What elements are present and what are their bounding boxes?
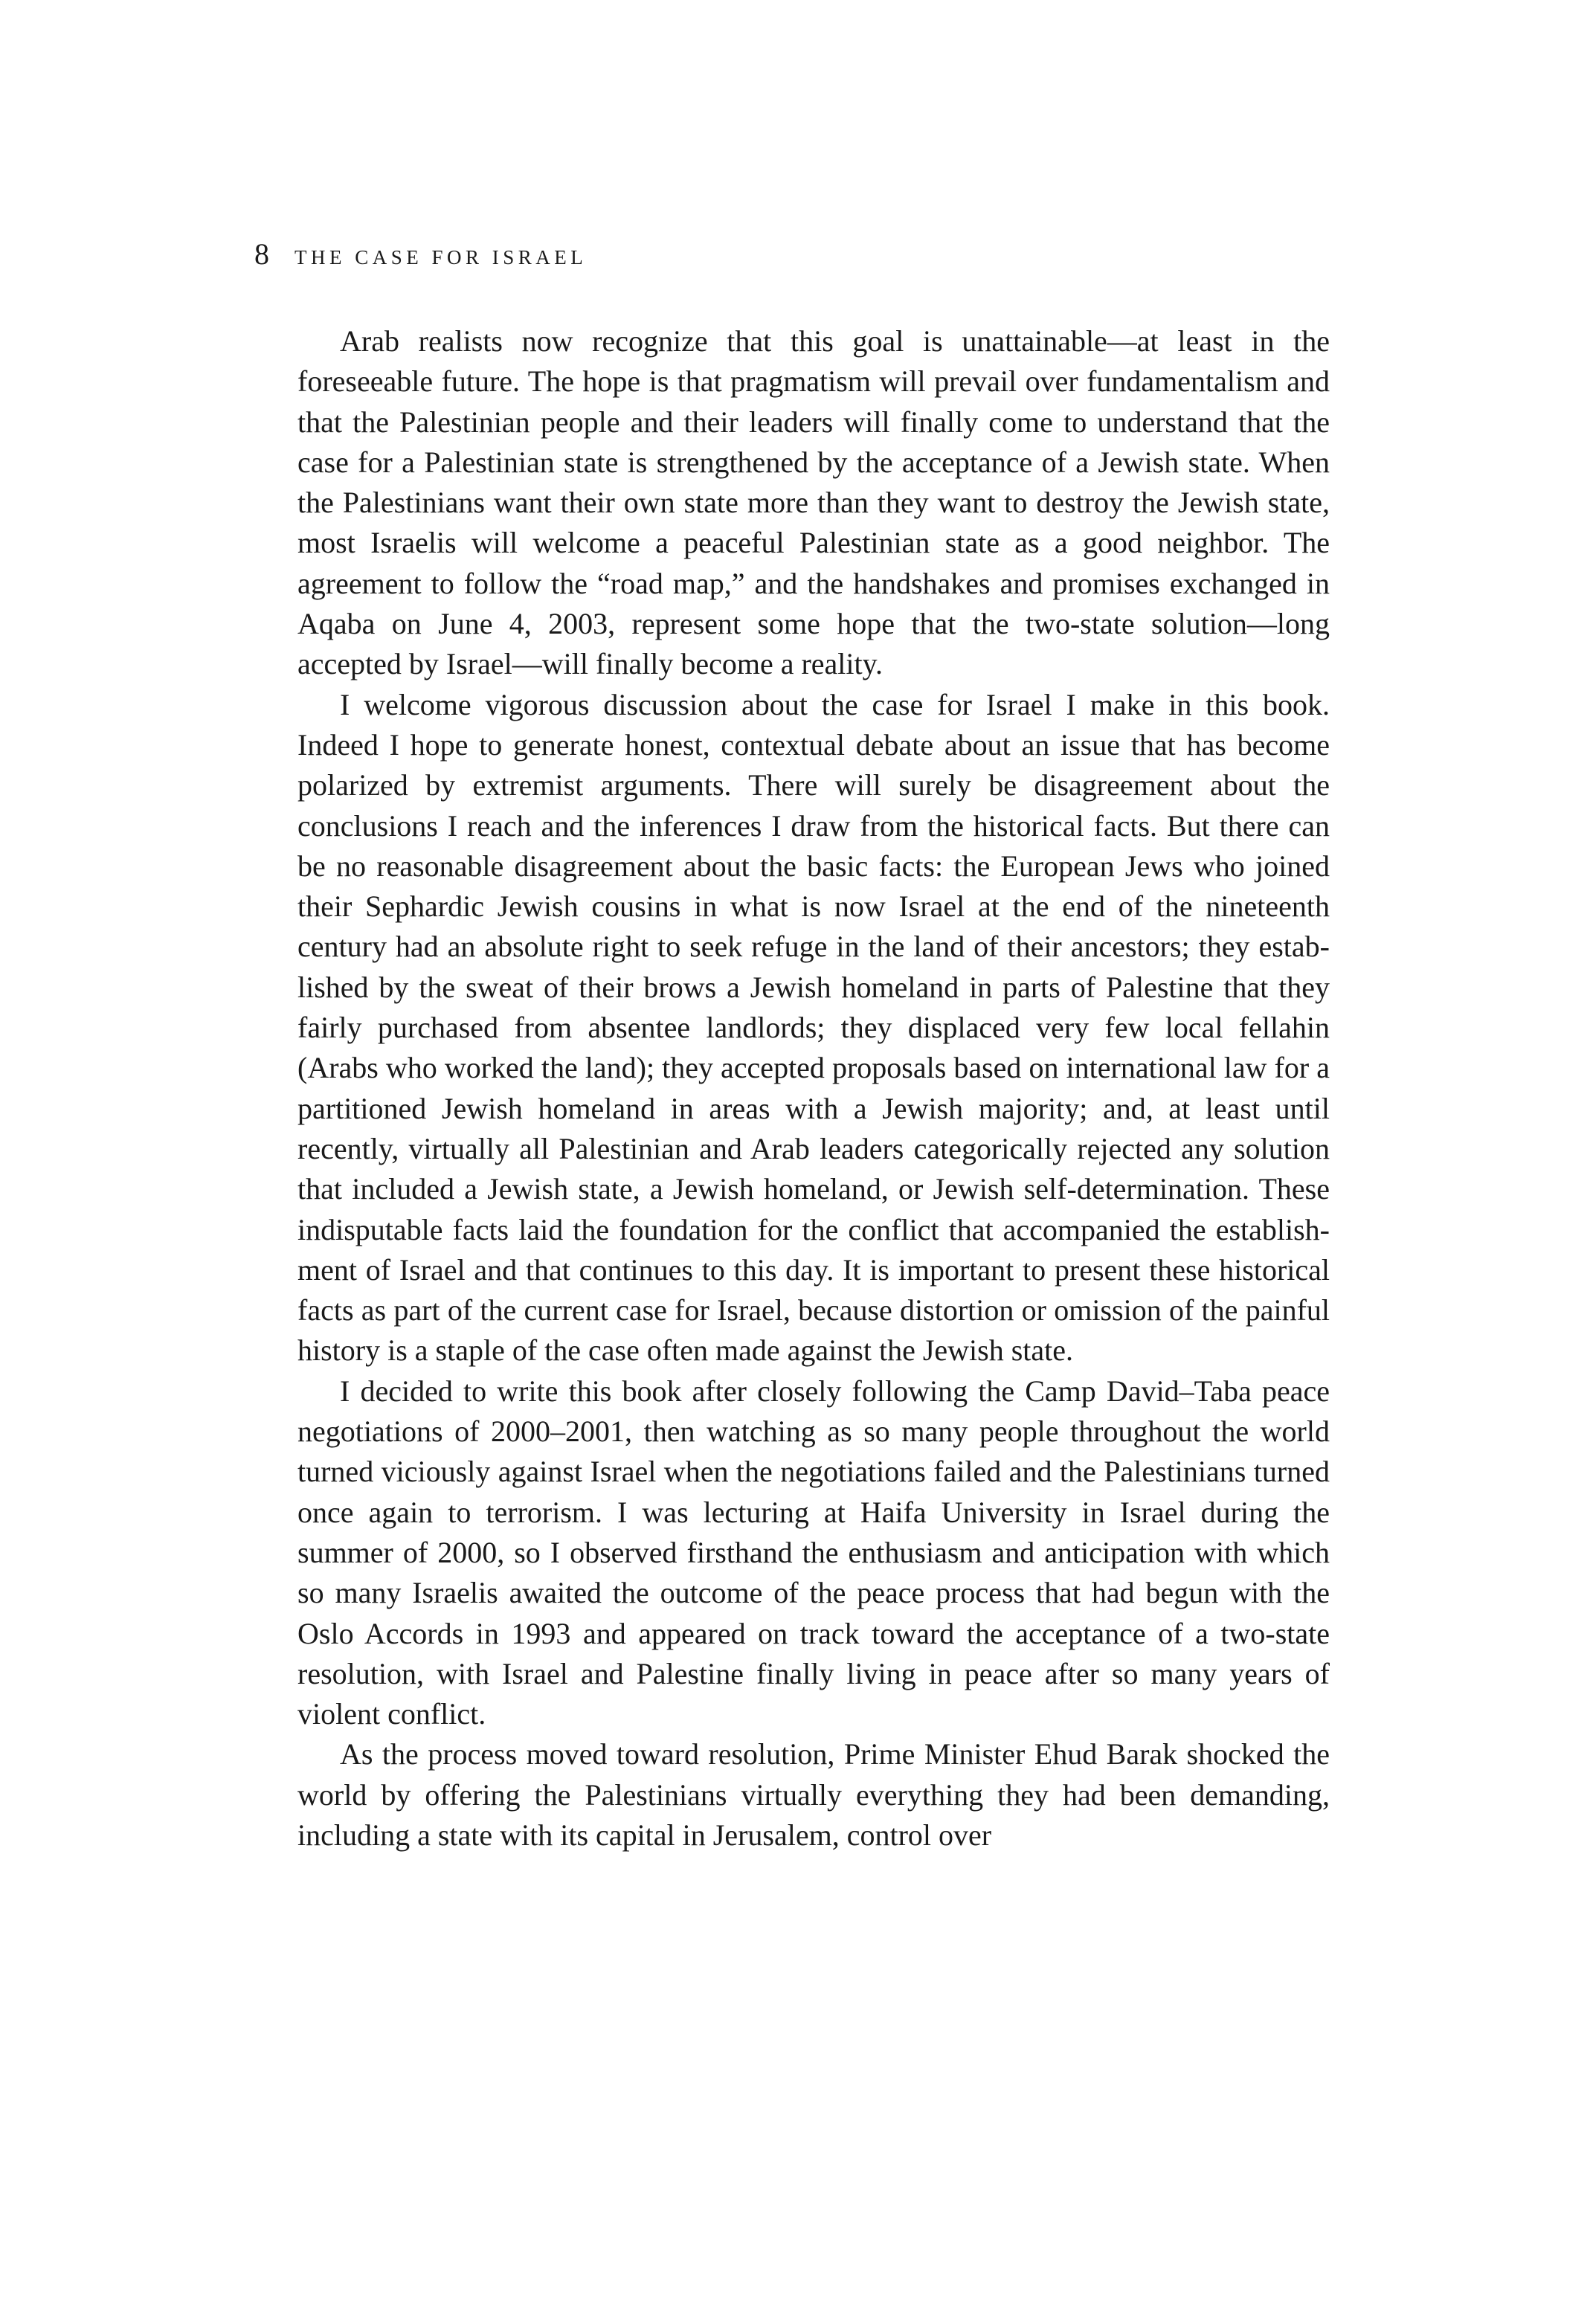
paragraph-4: As the process moved toward resolution, Prime Minister Ehud Barak shocked the world by offering the Palestinians virtually everything they had been demanding, including a state with its capital in Jerusalem, control over [297, 1737, 1330, 1852]
paragraph-2: I welcome vigorous discussion about the case for Israel I make in this book. Indeed I hope to generate honest, contextual debate about an issue that has become polarized by extremist arguments. There will surely be disagreement about the conclusions I reach and the inferences I draw from the historical facts. But there can be no reasonable disagreement about the basic facts: the European Jews who joined their Sephardic Jewish cousins in what is now Israel at the end of the nineteenth century had an absolute right to seek refuge in the land of their ancestors; they established by the sweat of their brows a Jewish homeland in parts of Palestine that they fairly purchased from absentee landlords; they displaced very few local fellahin (Arabs who worked the land); they accepted proposals based on international law for a partitioned Jewish homeland in areas with a Jewish majority; and, at least until recently, virtually all Palestinian and Arab leaders categorically rejected any solution that included a Jewish state, a Jewish homeland, or Jewish self-determination. These indisputable facts laid the foundation for the conflict that accompanied the establishment of Israel and that continues to this day. It is important to present these historical facts as part of the current case for Israel, because distortion or omission of the painful history is a staple of the case often made against the Jewish state. [297, 687, 1330, 1368]
running-title: THE CASE FOR ISRAEL [294, 246, 588, 268]
paragraph-1: Arab realists now recognize that this goal is unattainable—at least in the foreseeable future. The hope is that pragmatism will prevail over fundamentalism and that the Palestinian people and their leaders will finally come to understand that the case for a Palestinian state is strengthened by the acceptance of a Jewish state. When the Palestinians want their own state more than they want to destroy the Jewish state, most Israelis will welcome a peaceful Palestinian state as a good neighbor. The agreement to follow the “road map,” and the handshakes and promises exchanged in Aqaba on June 4, 2003, represent some hope that the two-state solution—long accepted by Israel—will finally become a reality. [297, 324, 1330, 681]
running-head [254, 236, 587, 274]
paragraph-3: I decided to write this book after closely following the Camp David–Taba peace negotiations of 2000–2001, then watching as so many people throughout the world turned viciously against Israel when the negotiations failed and the Palestinians turned once again to terrorism. I was lecturing at Haifa University in Israel during the summer of 2000, so I observed firsthand the enthusiasm and anticipation with which so many Israelis awaited the outcome of the peace process that had begun with the Oslo Accords in 1993 and appeared on track toward the acceptance of a two-state resolution, with Israel and Palestine finally living in peace after so many years of violent conflict. [297, 1374, 1330, 1731]
body-text [297, 321, 1330, 1855]
page-number: 8 [254, 237, 269, 271]
